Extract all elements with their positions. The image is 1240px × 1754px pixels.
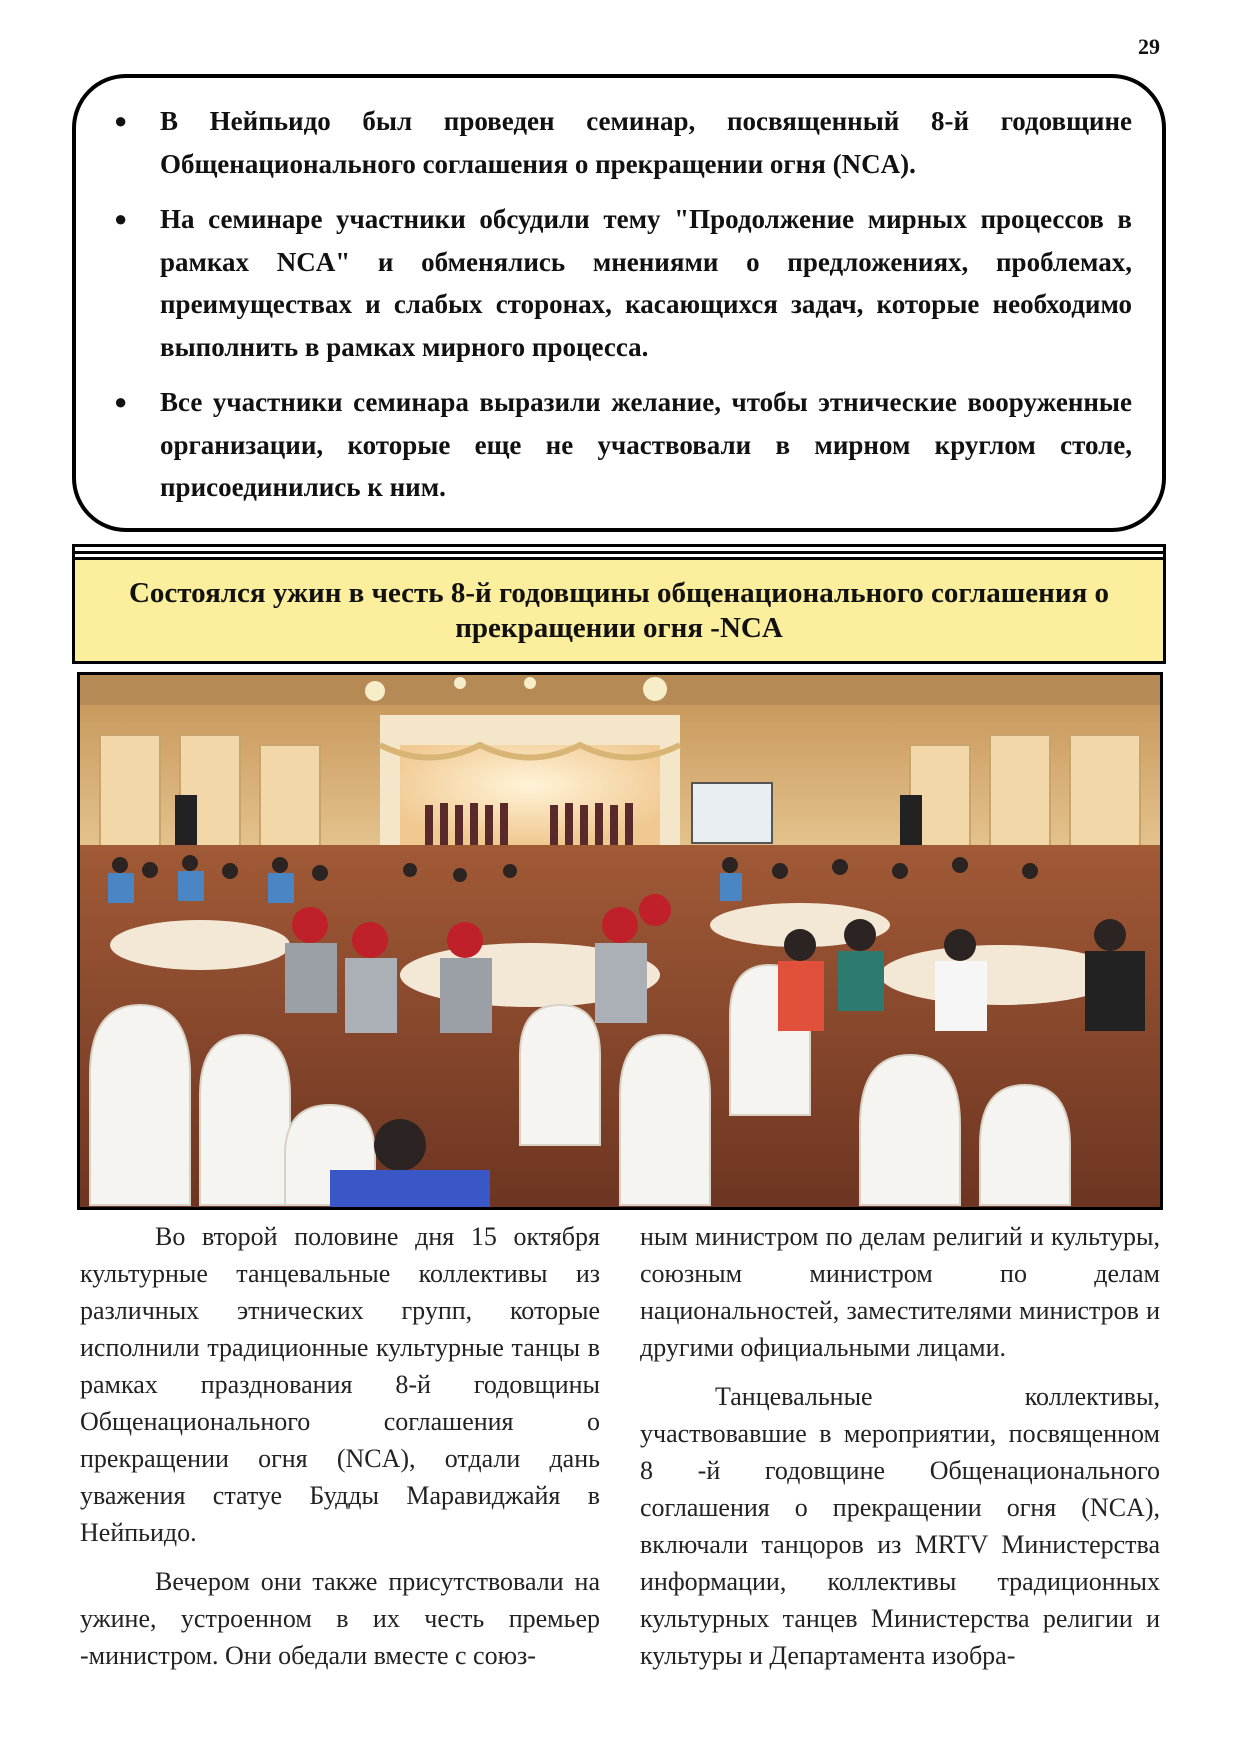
page-number: 29	[1138, 34, 1160, 59]
article-paragraph-3: ным министром по делам религий и культуры, союзным министром по делам национальностей, заместителями министров и другими официальными лицами.	[640, 1222, 1160, 1362]
summary-text-2: На семинаре участники обсудили тему "Продолжение мирных процессов в рамках NCA" и обменялись мнениями о предложениях, проблемах, преимуществах и слабых сторонах, касающихся задач, которые необходимо выполнить в рамках мирного процесса.	[160, 204, 1132, 362]
article-paragraph-2: Вечером они также присутствовали на ужине, устроенном в их честь премьер -министром. Они обедали вместе с союз-	[80, 1567, 600, 1670]
bullet-icon: ●	[114, 389, 128, 414]
event-photo	[77, 672, 1163, 1210]
bullet-icon: ●	[114, 108, 128, 133]
summary-bullet-2	[102, 198, 1132, 368]
article-paragraph-1: Во второй половине дня 15 октября культурные танцевальные коллективы из различных этнических групп, которые исполнили традиционные культурные танцы в рамках празднования 8-й годовщины Общенационального соглашения о прекращении огня (NCA), отдали дань уважения статуе Будды Маравиджайя в Нейпьидо.	[80, 1222, 600, 1547]
summary-bullet-3	[102, 381, 1132, 509]
article-column-right	[640, 1218, 1160, 1686]
article-paragraph-4: Танцевальные коллективы, участвовавшие в мероприятии, посвященном 8 -й годовщине Общенационального соглашения о прекращении огня (NCA), включали танцоров из MRTV Министерства информации, коллективы традиционных культурных танцев Министерства религии и культуры и Департамента изобра-	[640, 1382, 1160, 1670]
summary-text-1: В Нейпьидо был проведен семинар, посвященный 8-й годовщине Общенационального соглашения о прекращении огня (NCA).	[160, 106, 1132, 179]
summary-bullet-1	[102, 100, 1132, 185]
summary-text-3: Все участники семинара выразили желание, чтобы этнические вооруженные организации, которые еще не участвовали в мирном круглом столе, присоединились к ним.	[160, 387, 1132, 502]
banquet-hall-photo	[80, 675, 1160, 1207]
headline-box	[72, 544, 1166, 664]
article-column-left	[80, 1218, 600, 1686]
summary-list	[102, 100, 1132, 509]
bullet-icon: ●	[114, 206, 128, 231]
summary-box	[72, 74, 1166, 532]
article-headline: Состоялся ужин в честь 8-й годовщины общенационального соглашения о прекращении огня -NCA	[75, 557, 1163, 661]
